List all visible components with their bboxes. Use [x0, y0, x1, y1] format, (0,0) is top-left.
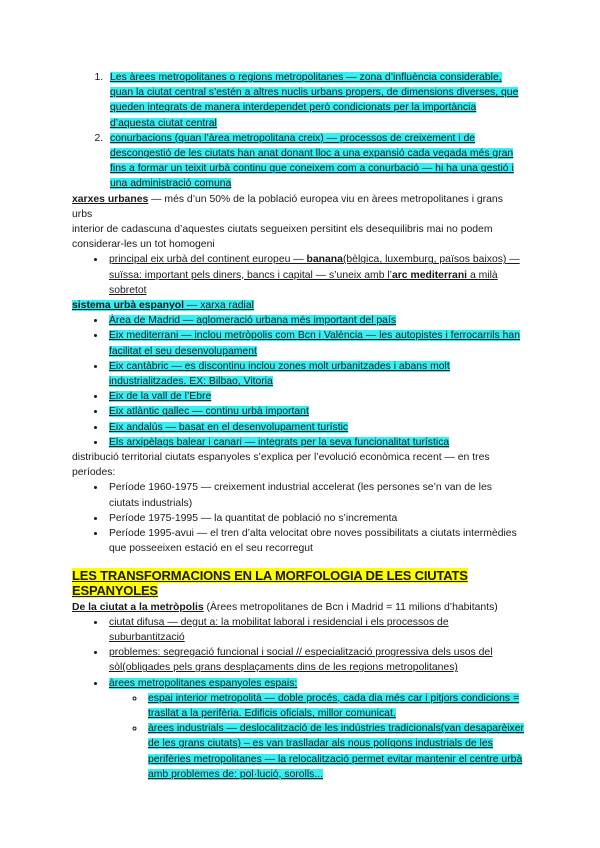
desequilibris-paragraph: interior de cadascuna d’aquestes ciutats segueixen persitint els desequilibris mai no podem considerar-les un tot homogeni — [72, 224, 493, 251]
list-item: • ciutat difusa — degut a: la mobilitat laboral i residencial i els processos de suburbantització — [106, 615, 524, 645]
list-item: • Eix andalús — basat en el desenvolupament turístic — [106, 420, 524, 435]
sistema-urba-title: sistema urbà espanyol — [72, 300, 185, 312]
list-item: • Eix cantàbric — es discontinu inclou zones molt urbanitzades i abans molt industrialitzades. EX: Bilbao, Vitoria — [106, 359, 524, 389]
list-item: ◦ espai interior metropolità — doble procés, cada dia més car i pitjors condicions = trasllat a la perifèria. Edificis oficials, millor comunicat. — [145, 691, 524, 721]
bullet-list-periodes — [72, 480, 524, 556]
list-item: • Període 1975-1995 — la quantitat de població no s’incrementa — [106, 511, 524, 526]
list-item: • Període 1995-avui — el tren d’alta velocitat obre noves possibilitats a ciutats intermèdies que posseeixen estació en el seu recorregut — [106, 526, 524, 556]
distribucio-paragraph: distribució territorial ciutats espanyoles s’explica per l’evolució econòmica recent — en tres períodes: — [72, 452, 490, 479]
bullet-list-metropolis — [72, 615, 524, 782]
list-item: • Període 1960-1975 — creixement industrial accelerat (les persones se’n van de les ciutats industrials) — [106, 480, 524, 510]
list-item: 1. Les àrees metropolitanes o regions metropolitanes — zona d’influència considerable, quan la ciutat central s’estén a altres nuclis urbans propers, de dimensions diverses, que queden integrats de manera interdependet però condicionats per la importància d’aquesta ciutat central — [106, 70, 524, 131]
metropolis-paragraph: De la ciutat a la metròpolis (Àrees metropolitanes de Bcn i Madrid = 11 milions d’habitants) — [72, 601, 498, 613]
sistema-urba-paragraph: sistema urbà espanyol — xarxa radial — [72, 300, 254, 312]
xarxes-urbanes-paragraph: xarxes urbanes — més d’un 50% de la població europea viu en àrees metropolitanes i grans urbs — [72, 193, 503, 220]
section-heading: LES TRANSFORMACIONS EN LA MORFOLOGIA DE LES CIUTATS ESPANYOLES — [72, 567, 468, 598]
list-item: • àrees metropolitanes espanyoles espais: ◦ espai interior metropolità — doble procés, cada dia més car i pitjors condicions = trasllat a la perifèria. Edificis oficials, millor comunicat. ◦ àrees industrials — deslocalització de les indústries tradicionals(van desaparèixer de les grans ciutats) – es van traslladar als nous polígons industrials de les perifèries metropolitanes — la relocalització permet evitar mantenir el centre urbà amb problemes de: pol·lució, sorolls... — [106, 676, 524, 782]
document-content — [72, 70, 524, 782]
list-item: • Eix de la vall de l’Ebre — [106, 389, 524, 404]
list-item: • principal eix urbà del continent europeu — banana(bèlgica, luxemburg, països baixos) — suïssa: important pels diners, bancs i capital — s’uneix amb l’arc mediterrani a milà sobretot — [106, 252, 524, 298]
numbered-list-metropolitan — [72, 70, 524, 192]
bullet-list-europe — [72, 252, 524, 298]
list-item: • problemes: segregació funcional i social // especialització progressiva dels usos del sòl(obligades pels grans desplaçaments dins de les regions metropolitanes) — [106, 645, 524, 675]
list-item: 2. conurbacions (quan l’àrea metropolitana creix) — processos de creixement i de descongestió de les ciutats han anat donant lloc a una expansió cada vegada més gran fins a formar un teixit urbà continu que coneixem com a conurbació — hi ha una gestió i una administració comuna — [106, 131, 524, 192]
list-item: ◦ àrees industrials — deslocalització de les indústries tradicionals(van desaparèixer de les grans ciutats) – es van traslladar als nous polígons industrials de les perifèries metropolitanes — la relocalització permet evitar mantenir el centre urbà amb problemes de: pol·lució, sorolls... — [145, 721, 524, 782]
bullet-list-eixos — [72, 313, 524, 450]
list-item: • Àrea de Madrid — aglomeració urbana més important del país — [106, 313, 524, 328]
list-item: • Eix atlàntic gallec — continu urbà important — [106, 404, 524, 419]
sub-bullet-list-espais — [109, 691, 524, 782]
metropolis-title: De la ciutat a la metròpolis — [72, 601, 204, 613]
xarxes-urbanes-title: xarxes urbanes — [72, 193, 149, 205]
list-item: • Eix mediterrani — inclou metròpolis com Bcn i València — les autopistes i ferrocarrils han facilitat el seu desenvolupament — [106, 328, 524, 358]
list-item: • Els arxipèlags balear i canari — integrats per la seva funcionalitat turística — [106, 435, 524, 450]
